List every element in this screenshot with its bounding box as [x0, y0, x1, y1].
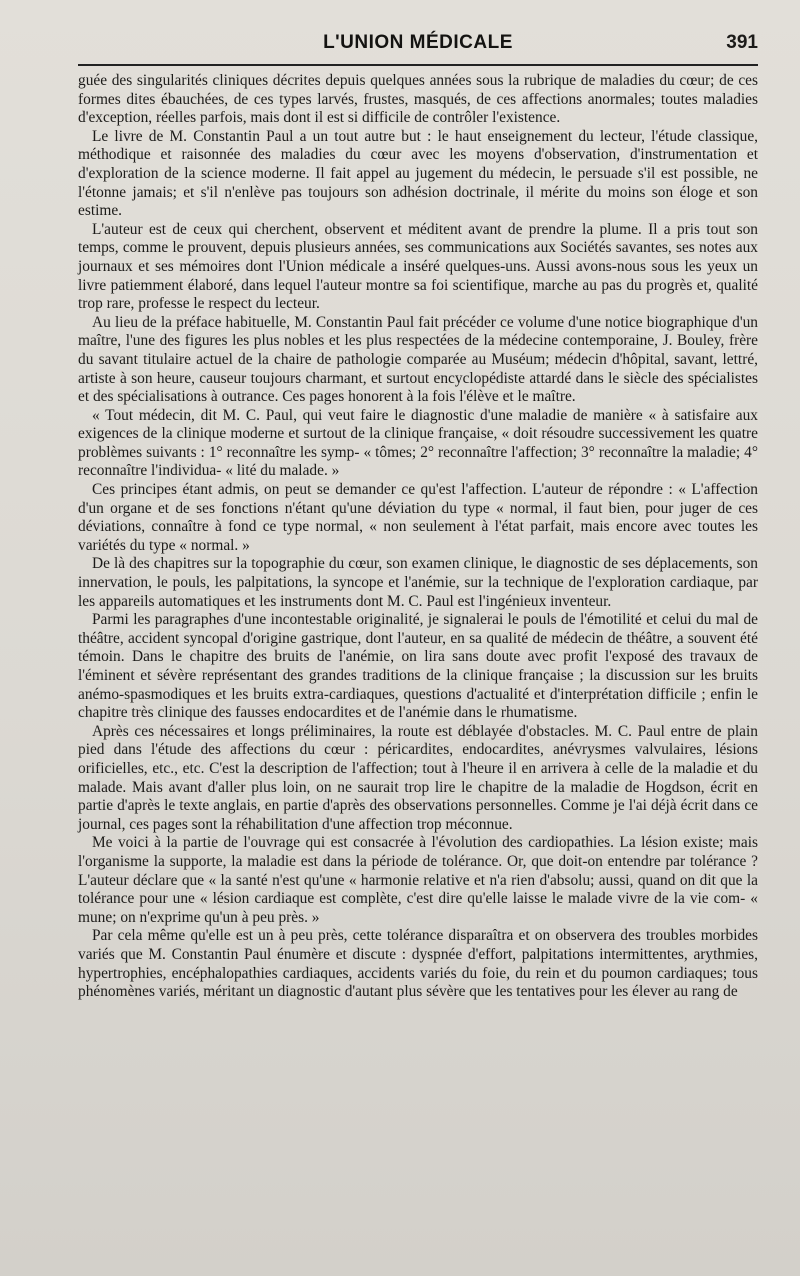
paragraph: L'auteur est de ceux qui cherchent, observent et méditent avant de prendre la plume. Il a pris tout son temps, comme le prouvent, depuis plusieurs années, ses communications aux Sociétés savantes, ses notes aux journaux et ses mémoires dont l'Union médicale a inséré quelques-uns. Aussi avons-nous sous les yeux un livre patiemment élaboré, dans lequel l'auteur montre sa foi scientifique, marche au pas du progrès et, qualité trop rare, professe le respect du lecteur. [78, 220, 758, 313]
running-header [78, 26, 758, 62]
paragraph: Au lieu de la préface habituelle, M. Constantin Paul fait précéder ce volume d'une notice biographique d'un maître, l'une des figures les plus nobles et les plus respectées de la médecine contemporaine, J. Bouley, frère du savant titulaire actuel de la chaire de pathologie comparée au Muséum; médecin d'hôpital, savant, lettré, artiste à son heure, causeur toujours charmant, et surtout encyclopédiste attardé dans le siècle des spécialistes et des spécialisations à outrance. Ces pages honorent à la fois l'élève et le maître. [78, 313, 758, 406]
paragraph: De là des chapitres sur la topographie du cœur, son examen clinique, le diagnostic de ses déplacements, son innervation, le pouls, les palpitations, la syncope et l'anémie, sur la technique de l'exploration cardiaque, par les appareils automatiques et les instruments dont M. C. Paul est l'ingénieux inventeur. [78, 555, 758, 610]
paragraph: Me voici à la partie de l'ouvrage qui est consacrée à l'évolution des cardiopathies. La lésion existe; mais l'organisme la supporte, la maladie est dans la période de tolérance. Or, que doit-on entendre par tolérance ? L'auteur déclare que « la santé n'est qu'une « harmonie relative et n'a rien d'absolu; aussi, quand on dit que la tolérance pour une « lésion cardiaque est complète, c'est dire qu'elle laisse le malade vivre de la vie com- « mune; on n'exprime qu'un à peu près. » [78, 834, 758, 926]
paragraph: Par cela même qu'elle est un à peu près, cette tolérance disparaîtra et on observera des troubles morbides variés que M. Constantin Paul énumère et discute : dyspnée d'effort, palpitations intermittentes, arythmies, hypertrophies, encéphalopathies cardiaques, accidents variés du foie, du rein et du poumon cardiaques; tous phénomènes variés, méritant un diagnostic d'autant plus sévère que les tentatives pour les élever au rang de [78, 927, 758, 1001]
paragraph: « Tout médecin, dit M. C. Paul, qui veut faire le diagnostic d'une maladie de manière « à satisfaire aux exigences de la clinique moderne et surtout de la clinique française, « doit résoudre successivement les quatre problèmes suivants : 1° reconnaître les symp- « tômes; 2° reconnaître l'affection; 3° reconnaître la maladie; 4° reconnaître l'individua- « lité du malade. » [78, 406, 758, 480]
journal-title: L'UNION MÉDICALE [323, 32, 513, 53]
paragraph: Le livre de M. Constantin Paul a un tout autre but : le haut enseignement du lecteur, l'étude classique, méthodique et raisonnée des maladies du cœur avec les moyens d'observation, d'instrumentation et d'exploration de la science moderne. Il fait appel au jugement du médecin, le persuade s'il est possible, ne l'étonne jamais; et s'il n'enlève pas toujours son adhésion doctrinale, il mérite du moins son éloge et son estime. [78, 127, 758, 220]
paragraph: guée des singularités cliniques décrites depuis quelques années sous la rubrique de maladies du cœur; de ces formes dites ébauchées, de ces types larvés, frustes, masqués, de ces affections anormales; toutes maladies d'exception, réelles parfois, mais dont il est si difficile de contrôler l'existence. [78, 72, 758, 127]
paragraph: Après ces nécessaires et longs préliminaires, la route est déblayée d'obstacles. M. C. Paul entre de plain pied dans l'étude des affections du cœur : péricardites, endocardites, anévrysmes valvulaires, lésions orificielles, etc., etc. C'est la description de l'affection; tout à l'heure il en arrivera à celle de la maladie et du malade. Mais avant d'aller plus loin, on ne saurait trop lire le chapitre de la maladie de Hogdson, écrit en partie d'après le texte anglais, en partie d'après des observations personnelles. Comme je l'ai déjà écrit dans ce journal, ces pages sont la réhabilitation d'une affection trop méconnue. [78, 722, 758, 833]
header-rule [78, 64, 758, 66]
paragraph: Parmi les paragraphes d'une incontestable originalité, je signalerai le pouls de l'émotilité et celui du mal de théâtre, accident syncopal d'origine gastrique, dont l'auteur, en sa qualité de médecin de théâtre, a souvent été témoin. Dans le chapitre des bruits de l'anémie, on lira sans doute avec profit l'exposé des travaux de l'éminent et sévère représentant des grandes traditions de la clinique française ; la discussion sur les bruits anémo-spasmodiques et les bruits extra-cardiaques, questions d'actualité et d'interprétation difficile ; enfin le chapitre très clinique des fausses endocardites et de l'anémie dans le rhumatisme. [78, 611, 758, 722]
paragraph: Ces principes étant admis, on peut se demander ce qu'est l'affection. L'auteur de répondre : « L'affection d'un organe et de ses fonctions n'étant qu'une déviation du type « normal, il faut bien, pour juger de ces déviations, connaître à fond ce type normal, « non seulement à l'état parfait, mais encore avec toutes les variétés du type « normal. » [78, 481, 758, 554]
page-number: 391 [726, 32, 758, 53]
article-body [78, 72, 758, 1002]
